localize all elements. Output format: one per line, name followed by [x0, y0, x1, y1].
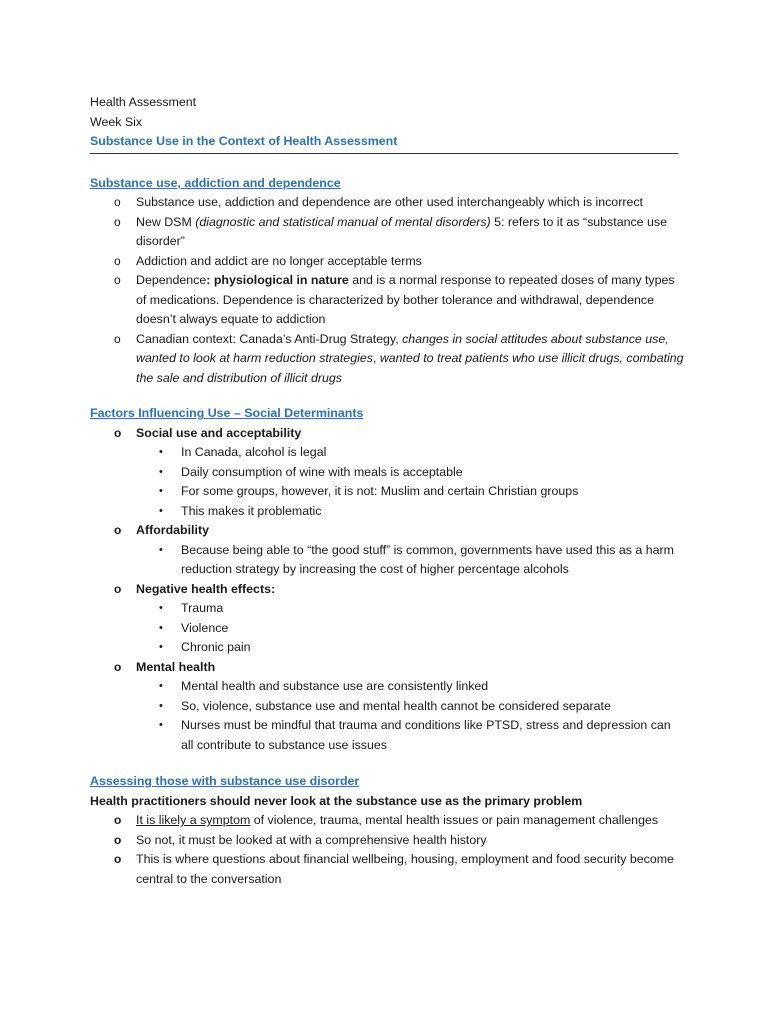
dot-bullet-icon: •: [159, 680, 163, 692]
circle-bullet-icon: o: [114, 581, 122, 596]
circle-bullet-icon: o: [114, 253, 121, 268]
section-heading-factors: Factors Influencing Use – Social Determinants: [90, 406, 364, 420]
dot-bullet-icon: •: [159, 621, 163, 634]
dot-bullet-icon: •: [159, 602, 163, 614]
group-label-social: o Social use and acceptability: [90, 424, 685, 444]
list-item: o Dependence: physiological in nature and is a normal response to repeated doses of many types of medications. Dependence is characterized by bother tolerance and withdrawal, dependence doesn’t always equate to addiction: [114, 273, 675, 326]
group-label-negative-effects: o Negative health effects:: [90, 580, 685, 600]
list-item: • Because being able to “the good stuff” is common, governments have used this as a harm reduction strategy by increasing the cost of higher percentage alcohols: [159, 542, 674, 576]
circle-bullet-icon: o: [114, 852, 122, 866]
list-item: • Daily consumption of wine with meals is acceptable: [90, 463, 685, 483]
list-item: • Mental health and substance use are consistently linked: [90, 677, 685, 697]
list-item: o This is where questions about financial wellbeing, housing, employment and food security become central to the conversation: [114, 852, 674, 886]
list-item: o Substance use, addiction and dependence are other used interchangeably which is incorrect: [90, 193, 685, 213]
circle-bullet-icon: o: [114, 832, 122, 847]
circle-bullet-icon: o: [114, 273, 121, 287]
list-item: o So not, it must be looked at with a comprehensive health history: [90, 831, 685, 851]
section-lead: Health practitioners should never look at the substance use as the primary problem: [90, 793, 583, 808]
group-label-affordability: o Affordability: [90, 521, 685, 541]
section-heading-assessing: Assessing those with substance use disorder: [90, 774, 360, 788]
dot-bullet-icon: •: [159, 641, 163, 653]
circle-bullet-icon: o: [114, 331, 121, 346]
week-label: Week Six: [90, 114, 143, 129]
list-item: o It is likely a symptom of violence, trauma, mental health issues or pain management challenges: [90, 811, 685, 831]
list-item: • Trauma: [90, 599, 685, 619]
document-title: Substance Use in the Context of Health Assessment: [90, 134, 398, 148]
circle-bullet-icon: o: [114, 659, 122, 674]
circle-bullet-icon: o: [114, 425, 122, 440]
list-item: • Chronic pain: [90, 638, 685, 658]
circle-bullet-icon: o: [114, 214, 121, 229]
dot-bullet-icon: •: [159, 699, 163, 712]
circle-bullet-icon: o: [114, 523, 122, 537]
list-item: • So, violence, substance use and mental health cannot be considered separate: [90, 697, 685, 717]
circle-bullet-icon: o: [114, 813, 122, 827]
dot-bullet-icon: •: [159, 719, 163, 731]
list-item: • For some groups, however, it is not: Muslim and certain Christian groups: [90, 482, 685, 502]
list-item: o New DSM (diagnostic and statistical manual of mental disorders) 5: refers to it as “substance use disorder”: [114, 214, 667, 248]
document-page: [90, 93, 685, 889]
list-item: o Canadian context: Canada’s Anti-Drug Strategy, changes in social attitudes about substance use, wanted to look at harm reduction strategies, wanted to treat patients who use illicit drugs, combating the sale and distribution of illicit drugs: [114, 331, 684, 385]
list-item: o Addiction and addict are no longer acceptable terms: [90, 252, 685, 272]
section-heading-substance-use: Substance use, addiction and dependence: [90, 175, 341, 190]
dot-bullet-icon: •: [159, 446, 163, 458]
circle-bullet-icon: o: [114, 195, 121, 209]
list-item: • Nurses must be mindful that trauma and conditions like PTSD, stress and depression can all contribute to substance use issues: [159, 718, 671, 752]
dot-bullet-icon: •: [159, 543, 163, 556]
course-name: Health Assessment: [90, 95, 197, 109]
dot-bullet-icon: •: [159, 485, 163, 497]
dot-bullet-icon: •: [159, 465, 163, 478]
list-item: • Violence: [90, 619, 685, 639]
group-label-mental-health: o Mental health: [90, 658, 685, 678]
dot-bullet-icon: •: [159, 504, 163, 517]
list-item: • This makes it problematic: [90, 502, 685, 522]
list-item: • In Canada, alcohol is legal: [90, 443, 685, 463]
